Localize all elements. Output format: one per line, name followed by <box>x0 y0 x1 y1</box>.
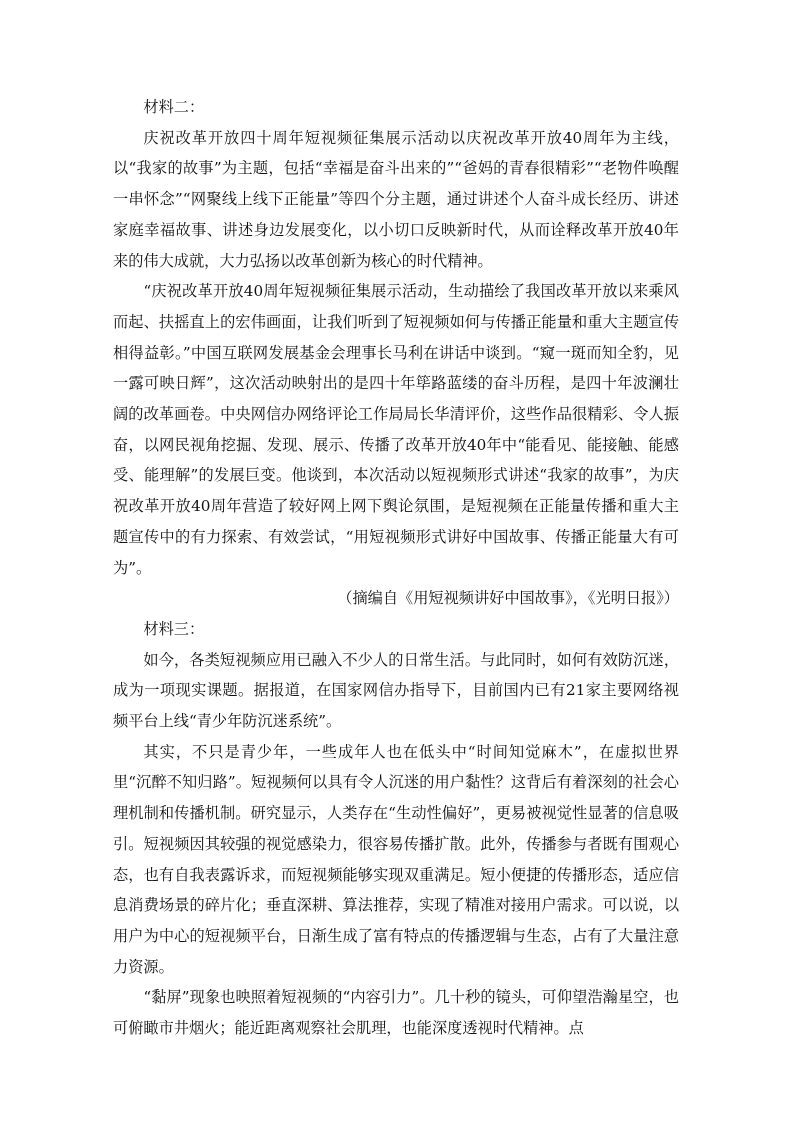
material-2-paragraph-2: “庆祝改革开放40周年短视频征集展示活动，生动描绘了我国改革开放以来乘风而起、扶摇直上的宏伟画面，让我们听到了短视频如何与传播正能量和重大主题宣传相得益彰。”中国互联网发展基金会理事长马利在讲话中谈到。“窥一斑而知全豹，见一露可映日辉”，这次活动映射出的是四十年筚路蓝缕的奋斗历程，是四十年波澜壮阔的改革画卷。中央网信办网络评论工作局局长华清评价，这些作品很精彩、令人振奋，以网民视角挖掘、发现、展示、传播了改革开放40年中“能看见、能接触、能感受、能理解”的发展巨变。他谈到，本次活动以短视频形式讲述“我家的故事”，为庆祝改革开放40周年营造了较好网上网下舆论氛围，是短视频在正能量传播和重大主题宣传中的有力探索、有效尝试，“用短视频形式讲好中国故事、传播正能量大有可为”。 <box>113 282 679 577</box>
material-2-paragraph-1: 庆祝改革开放四十周年短视频征集展示活动以庆祝改革开放40周年为主线，以“我家的故事”为主题，包括“幸福是奋斗出来的”“爸妈的青春很精彩”“老物件唤醒一串怀念”“网聚线上线下正能量”等四个分主题，通过讲述个人奋斗成长经历、讲述家庭幸福故事、讲述身边发展变化，以小切口反映新时代，从而诠释改革开放40年来的伟大成就，大力弘扬以改革创新为核心的时代精神。 <box>113 128 679 270</box>
material-3-paragraph-1: 如今，各类短视频应用已融入不少人的日常生活。与此同时，如何有效防沉迷，成为一项现实课题。据报道，在国家网信办指导下，目前国内已有21家主要网络视频平台上线“青少年防沉迷系统”。 <box>113 650 679 731</box>
material-3-paragraph-3: “黏屏”现象也映照着短视频的“内容引力”。几十秒的镜头，可仰望浩瀚星空，也可俯瞰市井烟火；能近距离观察社会肌理，也能深度透视时代精神。点 <box>113 988 679 1038</box>
document-body <box>113 92 679 1044</box>
material-2-source-citation: （摘编自《用短视频讲好中国故事》，《光明日报》） <box>337 589 679 608</box>
material-3-heading: 材料三： <box>143 619 205 638</box>
material-3-paragraph-2: 其实，不只是青少年，一些成年人也在低头中“时间知觉麻木”，在虚拟世界里“沉醉不知归路”。短视频何以具有令人沉迷的用户黏性？这背后有着深刻的社会心理机制和传播机制。研究显示，人类存在“生动性偏好”，更易被视觉性显著的信息吸引。短视频因其较强的视觉感染力，很容易传播扩散。此外，传播参与者既有围观心态，也有自我表露诉求，而短视频能够实现双重满足。短小便捷的传播形态，适应信息消费场景的碎片化；垂直深耕、算法推荐，实现了精准对接用户需求。可以说，以用户为中心的短视频平台，日渐生成了富有特点的传播逻辑与生态，占有了大量注意力资源。 <box>113 742 679 976</box>
material-2-heading: 材料二： <box>143 98 205 116</box>
